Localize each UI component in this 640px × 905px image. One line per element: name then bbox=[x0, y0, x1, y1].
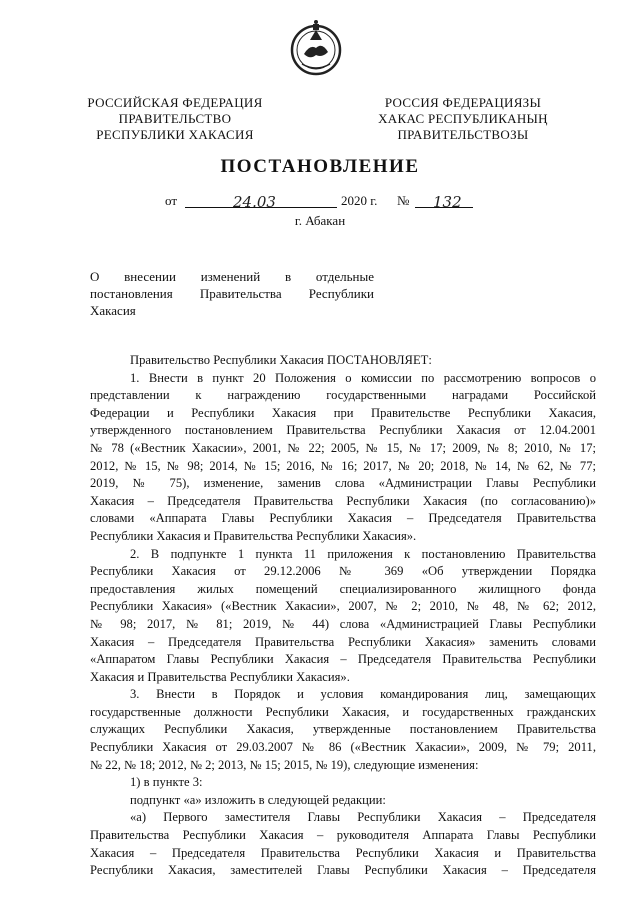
body-line: предоставления жилых помещений специализированного жилищного фонда bbox=[90, 581, 596, 596]
city: г. Абакан bbox=[294, 213, 346, 228]
header-line: РОССИЙСКАЯ ФЕДЕРАЦИЯ bbox=[87, 95, 263, 110]
body-line: «а) Первого заместителя Главы Республики Хакасия – Председателя bbox=[130, 810, 596, 825]
body-line: Федерации и Республики Хакасия при Правительстве Республики Хакасия, bbox=[90, 405, 596, 420]
body-line: Республики Хакасия и Правительства Республики Хакасия». bbox=[90, 528, 417, 543]
date-year: 2020 г. bbox=[341, 193, 378, 208]
body-line: Республики Хакасия» («Вестник Хакасии», 2007, № 2; 2010, № 48, № 62; 2012, bbox=[90, 599, 596, 614]
document-body bbox=[90, 352, 596, 880]
body-line: Республики Хакасия от 29.03.2007 № 86 («Вестник Хакасии», 2009, № 79; 2011, bbox=[90, 740, 596, 755]
body-line: служащих Республики Хакасия, утвержденные постановлением Правительства bbox=[90, 722, 596, 737]
subject-heading bbox=[90, 268, 374, 319]
header-line: ХАКАС РЕСПУБЛИКАНЫҢ bbox=[378, 111, 548, 126]
body-line: № 22, № 18; 2012, № 2; 2013, № 15; 2015, № 19), следующие изменения: bbox=[90, 757, 479, 772]
body-line: подпункт «а» изложить в следующей редакции: bbox=[130, 792, 386, 807]
body-line: 3. Внести в Порядок и условия командирования лиц, замещающих bbox=[130, 687, 596, 702]
handwritten-number: 132 bbox=[433, 193, 462, 211]
subject-line: постановления Правительства Республики bbox=[90, 286, 374, 301]
body-line: государственные должности Республики Хакасия, и государственных гражданских bbox=[90, 704, 596, 719]
number-sign: № bbox=[397, 193, 410, 208]
subject-line: О внесении изменений в отдельные bbox=[90, 269, 374, 284]
body-line: «Аппаратом Главы Республики Хакасия – Председателя Правительства Республики bbox=[90, 652, 596, 667]
body-line: 2012, № 15, № 98; 2014, № 15; 2016, № 16; 2017, № 20; 2018, № 14, № 62, № 77; bbox=[90, 458, 596, 473]
document-title: ПОСТАНОВЛЕНИЕ bbox=[220, 156, 420, 177]
body-line: Хакасия – Председателя Правительства Республики Хакасия» заменить словами bbox=[90, 634, 596, 649]
body-line: утвержденного постановлением Правительства Республики Хакасия от 12.04.2001 bbox=[90, 423, 596, 438]
body-line: Хакасия – Председателя Правительства Республики Хакасия и Правительства bbox=[90, 845, 596, 860]
header-right-khakas bbox=[348, 95, 578, 143]
header-line: РЕСПУБЛИКИ ХАКАСИЯ bbox=[96, 127, 254, 142]
body-line: Республики Хакасия от 29.12.2006 № 369 «Об утверждении Порядка bbox=[90, 564, 596, 579]
body-line: 1) в пункте 3: bbox=[130, 775, 203, 790]
body-line: 2019, № 75), изменение, заменив слова «Администрации Главы Республики bbox=[90, 476, 596, 491]
body-line: 2. В подпункте 1 пункта 11 приложения к постановлению Правительства bbox=[130, 546, 596, 561]
body-line: № 78 («Вестник Хакасии», 2001, № 22; 2005, № 15, № 17; 2009, № 8; 2010, № 17; bbox=[90, 440, 596, 455]
header-line: РОССИЯ ФЕДЕРАЦИЯЗЫ bbox=[384, 95, 542, 110]
subject-line: Хакасия bbox=[90, 303, 136, 318]
body-line: Хакасия – Председателя Правительства Республики Хакасия (по согласованию)» bbox=[90, 493, 596, 508]
body-line: словами «Аппарата Главы Республики Хакасия – Председателя Правительства bbox=[90, 511, 596, 526]
date-prefix: от bbox=[165, 193, 178, 208]
header-left-russian bbox=[60, 95, 290, 143]
body-line: № 98; 2017, № 81; 2019, № 44) слова «Администрацией Главы Республики bbox=[90, 616, 596, 631]
body-line: 1. Внести в пункт 20 Положения о комиссии по рассмотрению вопросов о bbox=[130, 370, 596, 385]
body-line: представлении к награждению государственными наградами Российской bbox=[90, 388, 596, 403]
body-line: Правительство Республики Хакасия ПОСТАНОВЛЯЕТ: bbox=[130, 353, 432, 367]
header-line: ПРАВИТЕЛЬСТВОЗЫ bbox=[397, 127, 529, 142]
header-line: ПРАВИТЕЛЬСТВО bbox=[118, 111, 232, 126]
body-line: Хакасия и Правительства Республики Хакасия». bbox=[90, 669, 350, 684]
handwritten-date: 24.03 bbox=[233, 193, 276, 211]
coat-of-arms-emblem bbox=[288, 18, 344, 78]
body-line: Республики Хакасия, заместителей Главы Республики Хакасия – Председателя bbox=[90, 863, 596, 878]
body-line: Правительства Республики Хакасия – руководителя Аппарата Главы Республики bbox=[90, 828, 596, 843]
